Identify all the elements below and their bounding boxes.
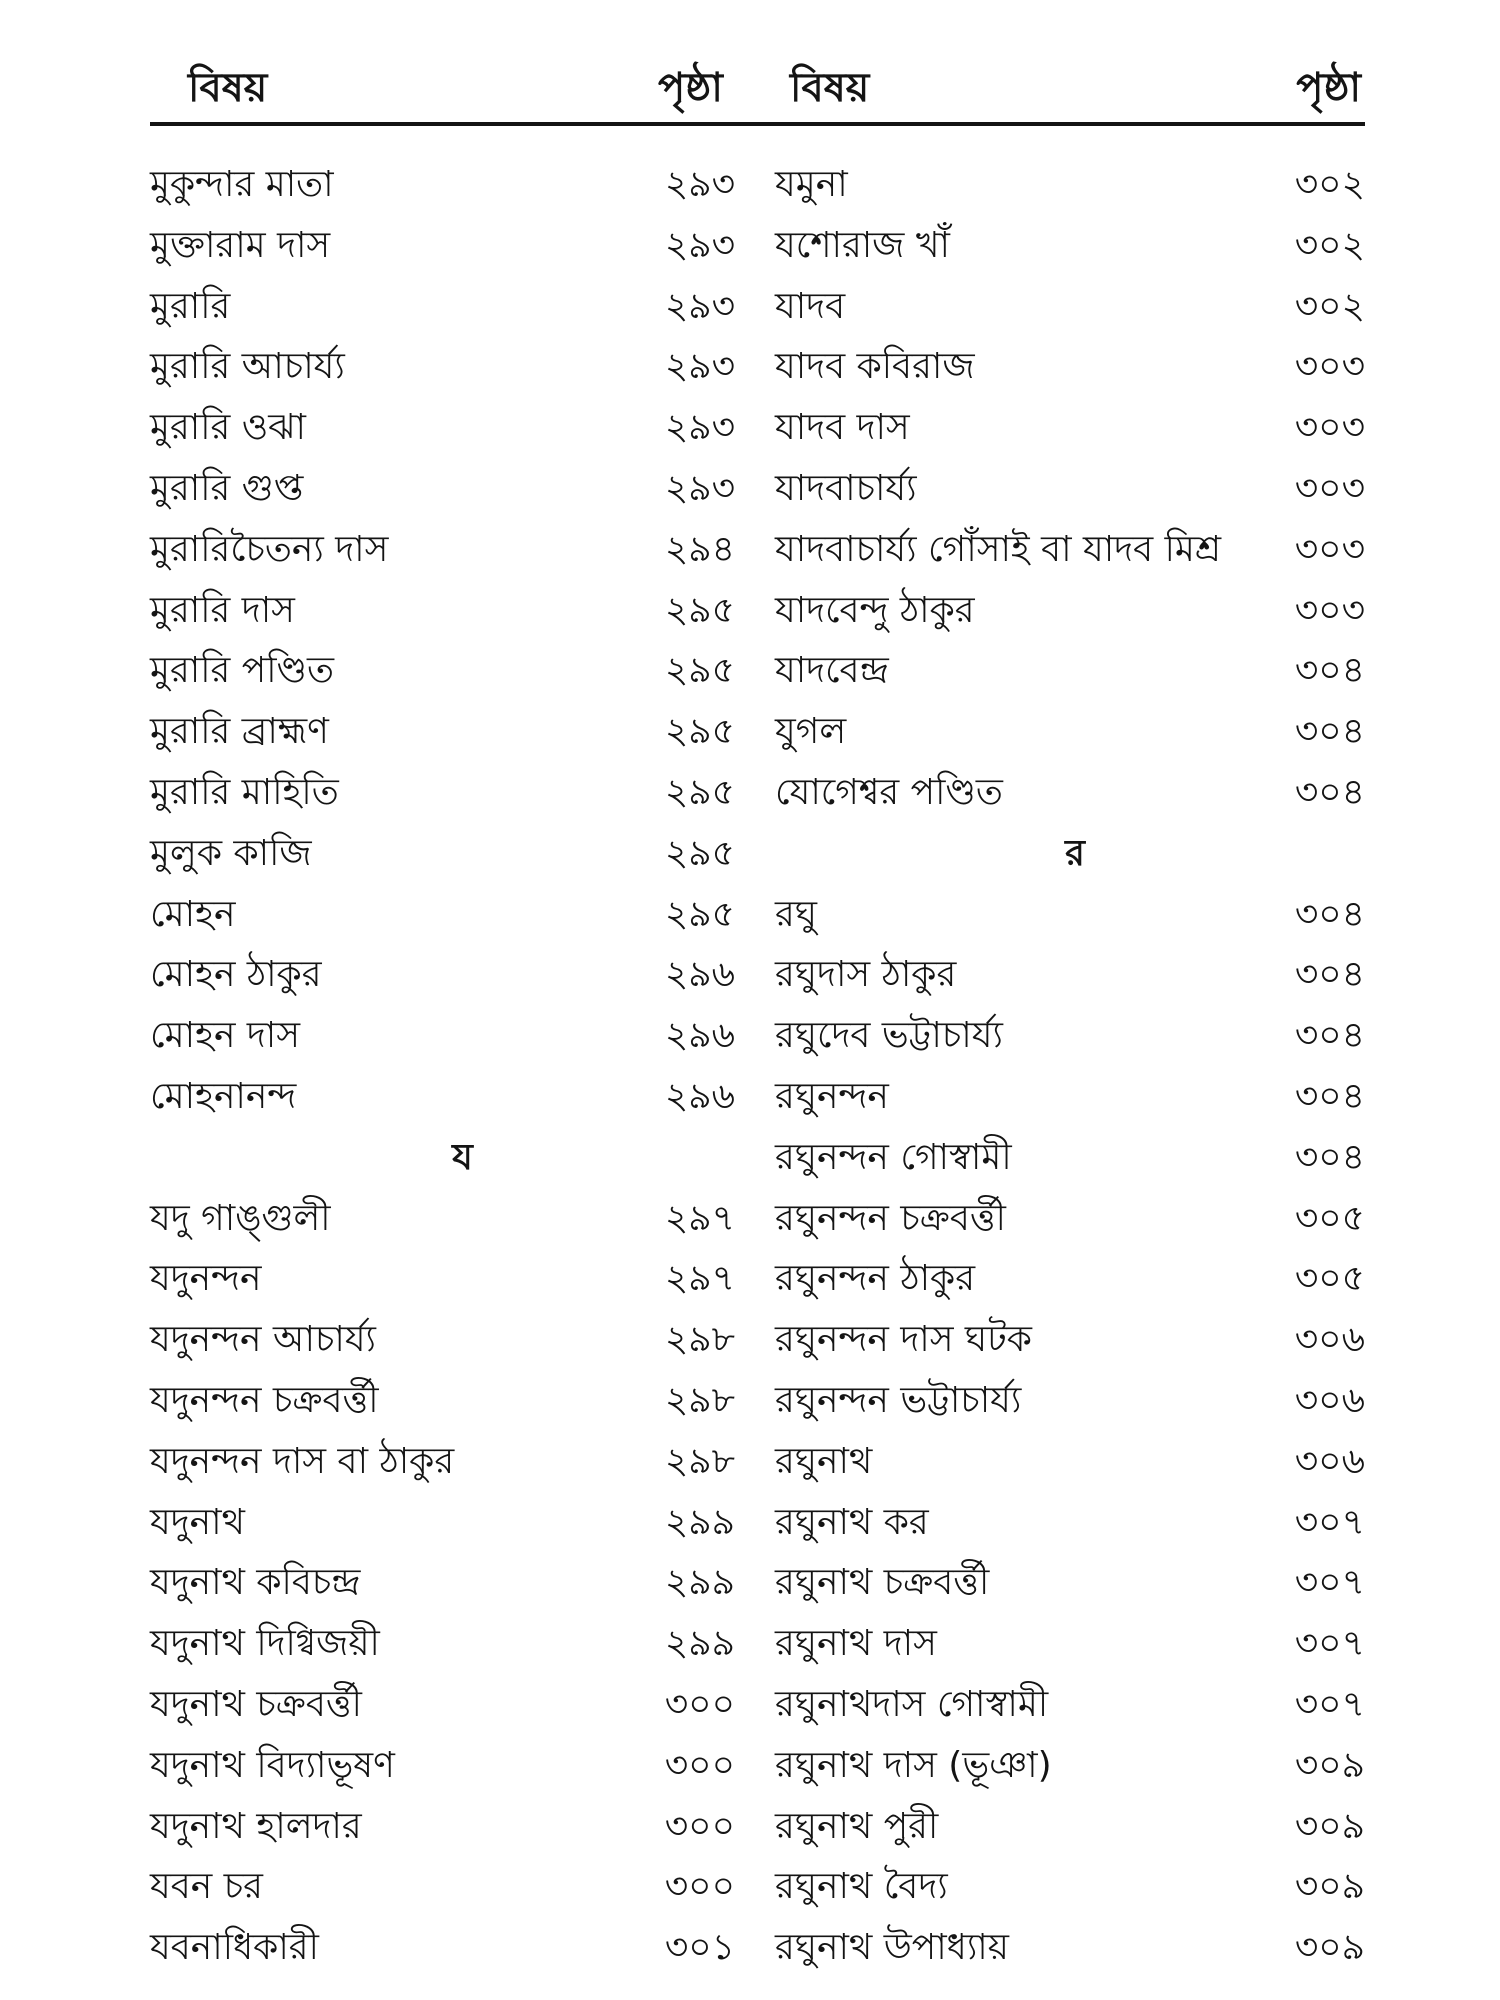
entry-page-number: ২৯৮: [664, 1319, 735, 1361]
entry-page-number: ৩০২: [1294, 285, 1365, 327]
index-entry: [775, 1797, 1365, 1858]
entry-subject: যাদবেন্দ্র: [775, 650, 889, 692]
entry-subject: রঘুনাথ: [775, 1440, 873, 1482]
entry-subject: রঘুনাথ কর: [775, 1501, 929, 1543]
entry-page-number: ৩০৯: [1294, 1866, 1365, 1908]
header-subject-left: বিষয়: [188, 65, 268, 111]
entry-page-number: ২৯৩: [664, 346, 735, 388]
entry-page-number: ২৯৬: [664, 954, 735, 996]
header-page-right: পৃষ্ঠা: [1296, 65, 1361, 111]
index-entry: [150, 337, 735, 398]
index-entry: [150, 1432, 735, 1493]
entry-page-number: ৩০৭: [1294, 1562, 1365, 1604]
index-entry: [775, 155, 1365, 216]
index-entry: [150, 1553, 735, 1614]
index-entry: [150, 1067, 735, 1128]
entry-subject: যদুনন্দন দাস বা ঠাকুর: [150, 1440, 455, 1482]
entry-page-number: ২৯৮: [664, 1379, 735, 1421]
entry-subject: মুক্তারাম দাস: [150, 224, 331, 266]
entry-subject: রঘুদেব ভট্টাচার্য্য: [775, 1015, 1003, 1057]
entry-subject: মোহন দাস: [150, 1015, 301, 1057]
header-page-left: পৃষ্ঠা: [658, 65, 723, 111]
index-entry: [150, 702, 735, 763]
entry-page-number: ৩০৬: [1294, 1440, 1365, 1482]
entry-subject: মুরারি গুপ্ত: [150, 467, 304, 509]
index-entry: [775, 1067, 1365, 1128]
entry-subject: রঘুনন্দন ঠাকুর: [775, 1258, 976, 1300]
entry-page-number: ৩০৭: [1294, 1623, 1365, 1665]
entry-page-number: ২৯৩: [664, 467, 735, 509]
index-entry: [775, 1857, 1365, 1918]
entry-page-number: ৩০০: [664, 1805, 735, 1847]
entry-page-number: ২৯৫: [664, 771, 735, 813]
index-entry: [775, 581, 1365, 642]
entry-subject: রঘু: [775, 893, 818, 935]
index-entry: [775, 1675, 1365, 1736]
index-entry: [775, 1918, 1365, 1979]
index-entry: [775, 459, 1365, 520]
entry-page-number: ২৯৫: [664, 711, 735, 753]
index-entry: [150, 945, 735, 1006]
index-entry: [150, 216, 735, 277]
entry-page-number: ৩০৯: [1294, 1744, 1365, 1786]
index-entry: [775, 1128, 1365, 1189]
index-header: [150, 50, 1365, 126]
entry-subject: যবন চর: [150, 1866, 263, 1908]
index-column-left: [150, 155, 735, 1979]
index-entry: [150, 1797, 735, 1858]
index-column-right: [775, 155, 1365, 1979]
entry-subject: রঘুনাথ চক্রবর্ত্তী: [775, 1562, 990, 1604]
section-heading: [150, 1128, 735, 1189]
entry-subject: মোহনানন্দ: [150, 1075, 297, 1117]
entry-page-number: ৩০০: [664, 1866, 735, 1908]
entry-page-number: ২৯৯: [664, 1623, 735, 1665]
entry-subject: যদুনাথ: [150, 1501, 245, 1543]
entry-subject: যদুনাথ কবিচন্দ্র: [150, 1562, 361, 1604]
entry-subject: যাদবাচার্য্য গোঁসাই বা যাদব মিশ্র: [775, 528, 1222, 570]
entry-page-number: ২৯৬: [664, 1015, 735, 1057]
entry-page-number: ৩০২: [1294, 164, 1365, 205]
index-entry: [775, 1614, 1365, 1675]
index-entry: [775, 1006, 1365, 1067]
index-entry: [775, 1310, 1365, 1371]
entry-page-number: ৩০৬: [1294, 1319, 1365, 1361]
section-letter: য: [452, 1136, 473, 1178]
entry-page-number: ৩০৯: [1294, 1805, 1365, 1847]
entry-page-number: ২৯৭: [664, 1258, 735, 1300]
entry-subject: রঘুনন্দন দাস ঘটক: [775, 1319, 1032, 1361]
entry-page-number: ২৯৩: [664, 164, 735, 205]
entry-subject: যদুনাথ বিদ্যাভূষণ: [150, 1744, 395, 1786]
index-entry: [775, 641, 1365, 702]
entry-page-number: ৩০৩: [1294, 346, 1365, 388]
index-entry: [150, 520, 735, 581]
entry-page-number: ২৯৫: [664, 832, 735, 874]
index-entry: [775, 277, 1365, 338]
index-entry: [775, 398, 1365, 459]
index-entry: [150, 1918, 735, 1979]
index-entry: [150, 277, 735, 338]
entry-page-number: ২৯৩: [664, 224, 735, 266]
entry-page-number: ৩০৪: [1294, 954, 1365, 996]
index-entry: [775, 1432, 1365, 1493]
entry-subject: যোগেশ্বর পণ্ডিত: [775, 771, 1003, 813]
entry-page-number: ৩০৭: [1294, 1683, 1365, 1725]
entry-page-number: ৩০২: [1294, 224, 1365, 266]
index-entry: [775, 1553, 1365, 1614]
index-entry: [775, 1371, 1365, 1432]
entry-subject: মুলুক কাজি: [150, 832, 312, 874]
entry-subject: যশোরাজ খাঁ: [775, 224, 950, 266]
index-entry: [150, 1006, 735, 1067]
entry-subject: রঘুনাথ বৈদ্য: [775, 1866, 948, 1908]
index-entry: [150, 155, 735, 216]
entry-subject: যদুনাথ হালদার: [150, 1805, 362, 1847]
index-entry: [775, 1493, 1365, 1554]
index-entry: [775, 1189, 1365, 1250]
entry-subject: মুরারি ওঝা: [150, 407, 306, 449]
entry-subject: মুরারি দাস: [150, 589, 295, 631]
index-entry: [775, 216, 1365, 277]
entry-subject: যবনাধিকারী: [150, 1927, 319, 1969]
entry-page-number: ২৯৯: [664, 1562, 735, 1604]
entry-page-number: ২৯৪: [664, 528, 735, 570]
index-entry: [150, 581, 735, 642]
entry-page-number: ৩০৪: [1294, 711, 1365, 753]
entry-subject: রঘুনন্দন চক্রবর্ত্তী: [775, 1197, 1006, 1239]
entry-subject: রঘুনাথ উপাধ্যায়: [775, 1927, 1009, 1969]
index-entry: [150, 1857, 735, 1918]
entry-subject: রঘুদাস ঠাকুর: [775, 954, 957, 996]
header-subject-right: বিষয়: [790, 65, 870, 111]
entry-page-number: ৩০৪: [1294, 1136, 1365, 1178]
entry-page-number: ৩০৯: [1294, 1927, 1365, 1969]
index-entry: [150, 1371, 735, 1432]
entry-page-number: ২৯৯: [664, 1501, 735, 1543]
entry-subject: রঘুনন্দন ভট্টাচার্য্য: [775, 1379, 1022, 1421]
entry-subject: রঘুনন্দন: [775, 1075, 889, 1117]
entry-subject: যাদবাচার্য্য: [775, 467, 917, 509]
entry-subject: যদুনন্দন চক্রবর্ত্তী: [150, 1379, 379, 1421]
entry-subject: মোহন: [150, 893, 236, 935]
entry-subject: যদুনাথ দিগ্বিজয়ী: [150, 1623, 380, 1665]
entry-page-number: ২৯৩: [664, 407, 735, 449]
index-entry: [150, 459, 735, 520]
index-entry: [775, 520, 1365, 581]
entry-page-number: ২৯৬: [664, 1075, 735, 1117]
entry-subject: যদুনাথ চক্রবর্ত্তী: [150, 1683, 362, 1725]
index-entry: [150, 641, 735, 702]
entry-subject: মুকুন্দার মাতা: [150, 164, 334, 205]
entry-subject: যদুনন্দন আচার্য্য: [150, 1319, 376, 1361]
index-entry: [150, 824, 735, 885]
entry-page-number: ৩০১: [664, 1927, 735, 1969]
entry-page-number: ৩০৪: [1294, 893, 1365, 935]
entry-page-number: ৩০৪: [1294, 1075, 1365, 1117]
entry-page-number: ২৯৭: [664, 1197, 735, 1239]
entry-subject: মুরারি: [150, 285, 231, 327]
index-entry: [775, 1736, 1365, 1797]
entry-page-number: ২৯৫: [664, 893, 735, 935]
entry-page-number: ৩০৩: [1294, 467, 1365, 509]
index-entry: [150, 1310, 735, 1371]
entry-subject: রঘুনন্দন গোস্বামী: [775, 1136, 1012, 1178]
index-entry: [150, 1189, 735, 1250]
entry-subject: যাদব: [775, 285, 846, 327]
entry-subject: যাদবেন্দু ঠাকুর: [775, 589, 975, 631]
entry-subject: যদু গাঙ্গুলী: [150, 1197, 331, 1239]
index-entry: [775, 337, 1365, 398]
section-letter: র: [1065, 832, 1085, 874]
entry-page-number: ৩০৪: [1294, 771, 1365, 813]
index-entry: [150, 398, 735, 459]
entry-subject: যাদব কবিরাজ: [775, 346, 975, 388]
index-entry: [775, 945, 1365, 1006]
entry-subject: যুগল: [775, 711, 847, 753]
entry-subject: মুরারি ব্রাহ্মণ: [150, 711, 329, 753]
entry-page-number: ২৯৫: [664, 650, 735, 692]
index-entry: [150, 1493, 735, 1554]
index-entry: [775, 1249, 1365, 1310]
index-entry: [775, 763, 1365, 824]
entry-page-number: ৩০৭: [1294, 1501, 1365, 1543]
entry-page-number: ৩০৩: [1294, 589, 1365, 631]
entry-page-number: ৩০৫: [1294, 1258, 1365, 1300]
entry-subject: রঘুনাথ পুরী: [775, 1805, 939, 1847]
entry-page-number: ৩০০: [664, 1744, 735, 1786]
entry-subject: রঘুনাথদাস গোস্বামী: [775, 1683, 1049, 1725]
entry-subject: যমুনা: [775, 164, 848, 205]
index-entry: [775, 885, 1365, 946]
index-entry: [150, 1249, 735, 1310]
entry-subject: মুরারিচৈতন্য দাস: [150, 528, 389, 570]
entry-subject: মুরারি মাহিতি: [150, 771, 339, 813]
entry-subject: যাদব দাস: [775, 407, 910, 449]
entry-subject: যদুনন্দন: [150, 1258, 262, 1300]
entry-subject: মুরারি আচার্য্য: [150, 346, 345, 388]
index-entry: [150, 1675, 735, 1736]
entry-page-number: ৩০৩: [1294, 407, 1365, 449]
index-entry: [150, 1736, 735, 1797]
entry-subject: রঘুনাথ দাস (ভূঞা): [775, 1744, 1052, 1786]
entry-page-number: ৩০০: [664, 1683, 735, 1725]
index-entry: [150, 763, 735, 824]
entry-page-number: ২৯৩: [664, 285, 735, 327]
section-heading: [775, 824, 1365, 885]
entry-page-number: ৩০৩: [1294, 528, 1365, 570]
entry-subject: রঘুনাথ দাস: [775, 1623, 937, 1665]
index-entry: [150, 885, 735, 946]
index-entry: [150, 1614, 735, 1675]
index-entry: [775, 702, 1365, 763]
entry-page-number: ২৯৮: [664, 1440, 735, 1482]
entry-subject: মুরারি পণ্ডিত: [150, 650, 335, 692]
entry-page-number: ২৯৫: [664, 589, 735, 631]
entry-page-number: ৩০৪: [1294, 1015, 1365, 1057]
entry-page-number: ৩০৫: [1294, 1197, 1365, 1239]
entry-page-number: ৩০৬: [1294, 1379, 1365, 1421]
entry-subject: মোহন ঠাকুর: [150, 954, 322, 996]
entry-page-number: ৩০৪: [1294, 650, 1365, 692]
